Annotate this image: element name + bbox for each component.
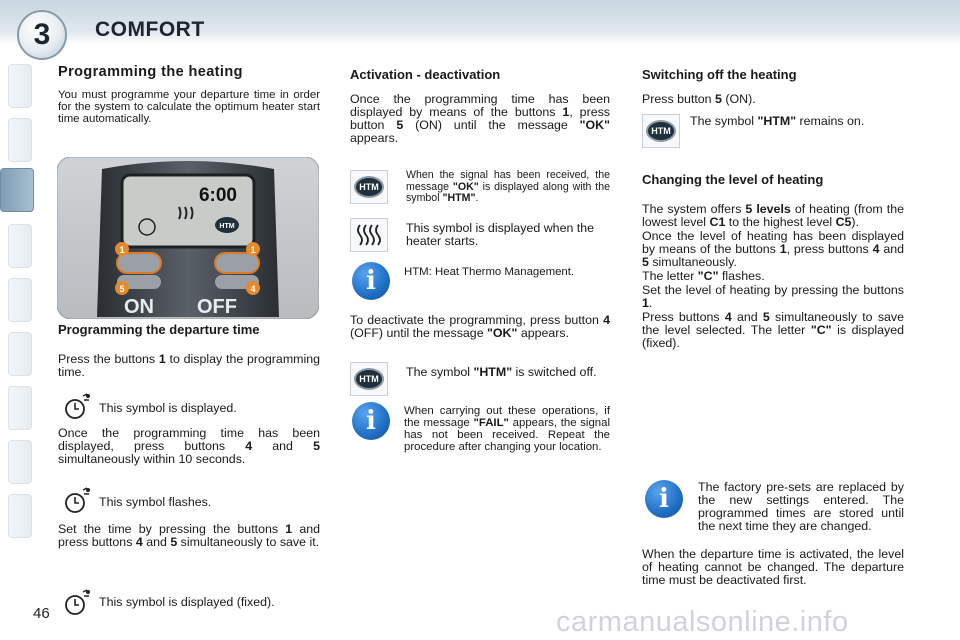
alarm-clock-flashing-icon: [58, 484, 96, 518]
paragraph: To deactivate the programming, press button 4 (OFF) until the message "OK" appears.: [350, 313, 610, 340]
column-3-lower: [642, 173, 904, 350]
note: The symbol "HTM" is switched off.: [406, 365, 597, 379]
chapter-tab[interactable]: [8, 440, 32, 484]
paragraph: When the departure time is activated, the level of heating cannot be changed. The departure time must be deactivated first.: [642, 547, 904, 587]
page-number: 46: [33, 605, 50, 622]
column-2: [350, 68, 610, 145]
paragraph: The system offers 5 levels of heating (from the lowest level C1 to the highest level C5).: [642, 202, 904, 229]
remote-callout-5: 5: [119, 284, 125, 294]
alarm-clock-fixed-icon: [58, 586, 96, 620]
remote-callout-1: 1: [119, 245, 125, 255]
note: This symbol is displayed when the heater starts.: [406, 221, 595, 248]
note: When carrying out these operations, if the message "FAIL" appears, the signal has not been received. Repeat the procedure after changing your location.: [404, 405, 610, 453]
paragraph: Set the level of heating by pressing the buttons 1.: [642, 283, 904, 310]
htm-icon: HTM: [642, 114, 680, 148]
chapter-title: COMFORT: [95, 18, 205, 41]
paragraph: Press button 5 (ON).: [642, 92, 756, 106]
chapter-number: 3: [33, 18, 51, 51]
chapter-tab[interactable]: [8, 386, 32, 430]
intro-text: You must programme your departure time in order for the system to calculate the optimum heater start time automatically.: [58, 89, 320, 125]
subsection-title: Programming the departure time: [58, 322, 260, 337]
heating-icon: [350, 218, 388, 252]
info-icon: i: [352, 404, 390, 438]
info-icon: i: [352, 264, 390, 298]
chapter-badge: [17, 10, 67, 60]
alarm-clock-icon: [58, 390, 96, 424]
remote-callout-4: 4: [250, 284, 256, 294]
remote-display-time: 6:00: [198, 185, 237, 206]
chapter-tab-active[interactable]: [0, 168, 34, 212]
section-title: Changing the level of heating: [642, 172, 824, 187]
remote-htm-label: HTM: [219, 223, 235, 230]
symbol-note: This symbol is displayed.: [99, 401, 237, 415]
chapter-tab[interactable]: [8, 224, 32, 268]
chapter-tab[interactable]: [8, 332, 32, 376]
info-icon: i: [645, 482, 683, 516]
section-title: Activation - deactivation: [350, 67, 501, 82]
htm-icon: HTM: [350, 170, 388, 204]
chapter-tab[interactable]: [8, 64, 32, 108]
section-title: Switching off the heating: [642, 67, 797, 82]
column-3: [642, 68, 904, 106]
watermark: carmanualsonline.info: [556, 606, 849, 638]
symbol-note: This symbol flashes.: [99, 495, 212, 509]
paragraph: Once the programming time has been displayed, press buttons 4 and 5 simultaneously within 10 seconds.: [58, 426, 320, 466]
section-title: Programming the heating: [58, 64, 243, 80]
remote-control-image: [57, 157, 319, 319]
chapter-tab[interactable]: [8, 278, 32, 322]
symbol-note: This symbol is displayed (fixed).: [99, 595, 275, 609]
paragraph: Once the programming time has been displayed by means of the buttons 1, press button 5 (ON) until the message "OK" appears.: [350, 92, 610, 145]
paragraph: Press buttons 4 and 5 simultaneously to save the level selected. The letter "C" is displayed (fixed).: [642, 310, 905, 350]
chapter-tab[interactable]: [8, 118, 32, 162]
chapter-tab[interactable]: [8, 494, 32, 538]
paragraph: Once the level of heating has been displayed by means of the buttons 1, press buttons 4 and 5 simultaneously.: [642, 229, 904, 269]
htm-icon: HTM: [350, 362, 388, 396]
note: HTM: Heat Thermo Management.: [404, 266, 575, 278]
note: The factory pre-sets are replaced by the new settings entered. The programmed times are stored until the next time they are changed.: [698, 480, 904, 533]
remote-off-label: OFF: [197, 296, 237, 318]
note: When the signal has been received, the message "OK" is displayed along with the symbol "HTM".: [406, 169, 610, 204]
remote-callout-1b: 1: [250, 245, 256, 255]
column-1-lower: [58, 323, 320, 379]
paragraph: The letter "C" flashes.: [642, 269, 765, 283]
chapter-tabs: [0, 64, 34, 574]
column-1: [58, 66, 320, 125]
remote-on-label: ON: [124, 296, 154, 318]
paragraph: Set the time by pressing the buttons 1 and press buttons 4 and 5 simultaneously to save it.: [58, 522, 320, 549]
paragraph: Press the buttons 1 to display the programming time.: [58, 352, 320, 379]
note: The symbol "HTM" remains on.: [690, 114, 865, 128]
